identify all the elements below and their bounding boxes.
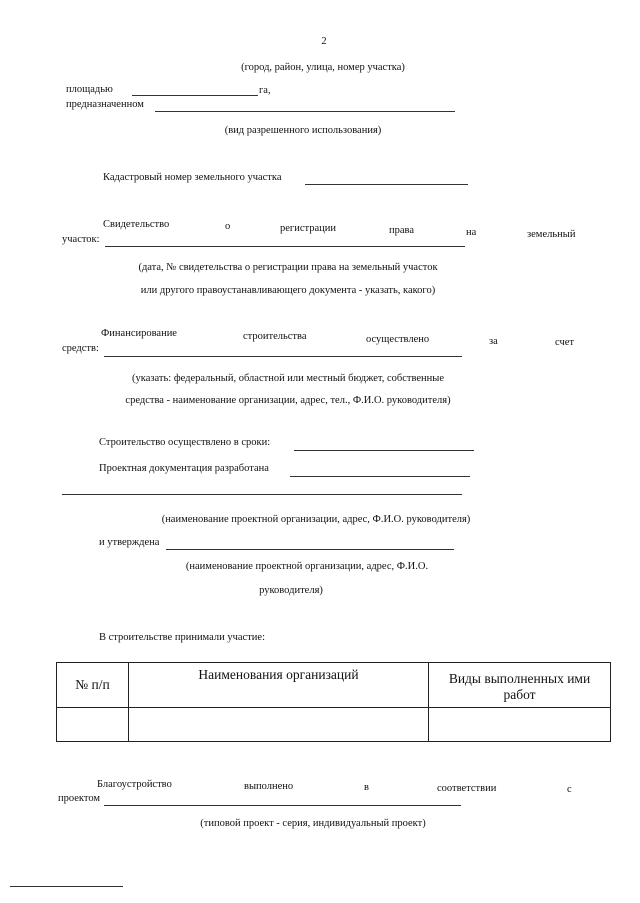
cadastral-label: Кадастровый номер земельного участка bbox=[103, 172, 282, 183]
landscaping-word: выполнено bbox=[244, 781, 294, 792]
page-number: 2 bbox=[321, 36, 327, 47]
certificate-word: права bbox=[389, 225, 415, 236]
financing-field[interactable] bbox=[104, 356, 462, 357]
financing-word: Финансирование bbox=[101, 328, 177, 339]
design-org-caption: (наименование проектной организации, адрес, Ф.И.О. руководителя) bbox=[161, 514, 471, 525]
table-row bbox=[57, 708, 611, 742]
location-caption: (город, район, улица, номер участка) bbox=[241, 62, 405, 73]
certificate-word: о bbox=[225, 221, 231, 232]
certificate-word: земельный bbox=[527, 229, 576, 240]
landscaping-word: в bbox=[364, 782, 369, 793]
financing-caption-2: средства - наименование организации, адрес, тел., Ф.И.О. руководителя) bbox=[125, 395, 451, 406]
column-header-number: № п/п bbox=[57, 663, 129, 708]
construction-terms-label: Строительство осуществлено в сроки: bbox=[99, 437, 271, 448]
participants-table bbox=[56, 662, 611, 742]
certificate-field[interactable] bbox=[105, 246, 465, 247]
landscaping-word: Благоустройство bbox=[97, 779, 172, 790]
table-cell[interactable] bbox=[429, 708, 611, 742]
column-header-works: Виды выполненных ими работ bbox=[429, 663, 611, 708]
certificate-word: Свидетельство bbox=[103, 219, 170, 230]
area-field[interactable] bbox=[132, 95, 258, 96]
table-header-row bbox=[57, 663, 611, 708]
landscaping-word: с bbox=[567, 784, 572, 795]
landscaping-word: соответствии bbox=[437, 783, 497, 794]
approved-caption-2: руководителя) bbox=[259, 585, 323, 596]
design-docs-label: Проектная документация разработана bbox=[99, 463, 269, 474]
financing-word: за bbox=[489, 336, 498, 347]
purpose-caption: (вид разрешенного использования) bbox=[224, 125, 382, 136]
certificate-caption-2: или другого правоустанавливающего документа - указать, какого) bbox=[140, 285, 436, 296]
table-cell[interactable] bbox=[57, 708, 129, 742]
footnote-divider bbox=[10, 886, 123, 887]
financing-word: осуществлено bbox=[366, 334, 430, 345]
approved-field[interactable] bbox=[166, 549, 454, 550]
certificate-word: на bbox=[466, 227, 477, 238]
purpose-label: предназначенном bbox=[66, 99, 144, 110]
participants-label: В строительстве принимали участие: bbox=[99, 632, 266, 643]
certificate-caption-1: (дата, № свидетельства о регистрации права на земельный участок bbox=[138, 262, 438, 273]
purpose-field[interactable] bbox=[155, 111, 455, 112]
approved-label: и утверждена bbox=[99, 537, 160, 548]
cadastral-field[interactable] bbox=[305, 184, 468, 185]
financing-word: строительства bbox=[243, 331, 307, 342]
design-docs-field[interactable] bbox=[290, 476, 470, 477]
certificate-label: участок: bbox=[62, 234, 100, 245]
certificate-word: регистрации bbox=[280, 223, 336, 234]
landscaping-label: проектом bbox=[58, 793, 101, 804]
financing-label: средств: bbox=[62, 343, 99, 354]
area-unit: га, bbox=[259, 85, 271, 96]
table-cell[interactable] bbox=[129, 708, 429, 742]
landscaping-field[interactable] bbox=[104, 805, 461, 806]
financing-caption-1: (указать: федеральный, областной или местный бюджет, собственные bbox=[132, 373, 444, 384]
area-label: площадью bbox=[66, 84, 113, 95]
design-docs-field-continuation[interactable] bbox=[62, 494, 462, 495]
financing-word: счет bbox=[555, 337, 574, 348]
column-header-organizations: Наименования организаций bbox=[129, 663, 429, 708]
landscaping-caption: (типовой проект - серия, индивидуальный проект) bbox=[200, 818, 426, 829]
construction-terms-field[interactable] bbox=[294, 450, 474, 451]
approved-caption-1: (наименование проектной организации, адрес, Ф.И.О. bbox=[185, 561, 429, 572]
